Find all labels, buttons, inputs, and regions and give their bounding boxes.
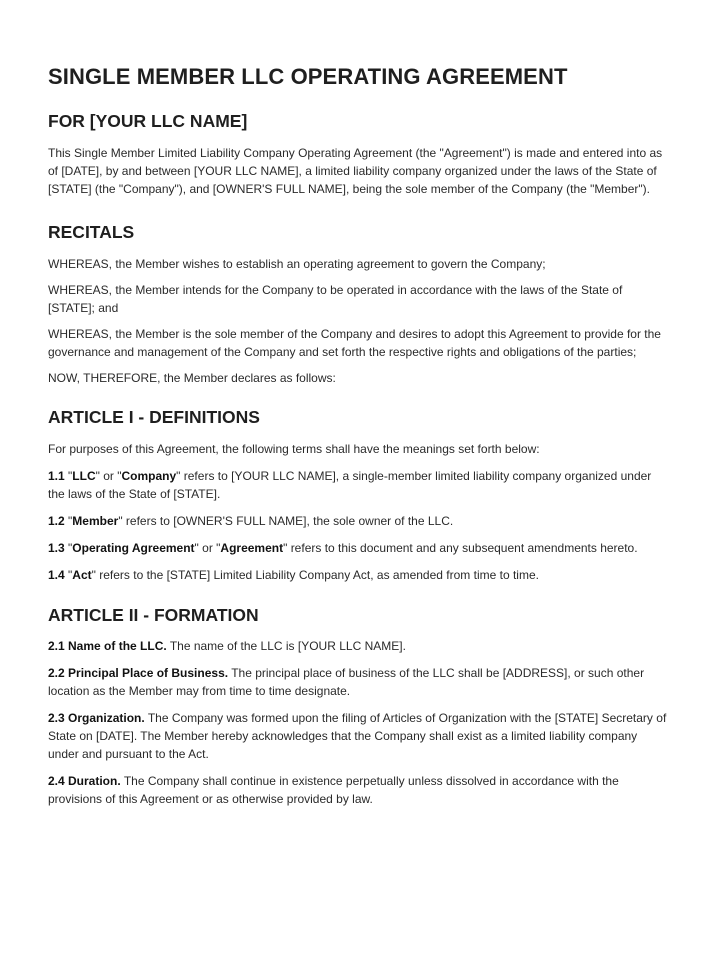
quote-mark: " — [68, 514, 73, 528]
quote-mark: " — [68, 469, 73, 483]
definition-number: 1.4 — [48, 568, 65, 582]
document-subtitle: FOR [YOUR LLC NAME] — [48, 111, 248, 131]
definition-text: " refers to this document and any subsequent amendments hereto. — [283, 541, 638, 555]
recital-paragraph: WHEREAS, the Member is the sole member of the Company and desires to adopt this Agreement to provide for the governance and management of the Company and set forth the respective rights and obligations of the parties; — [48, 327, 661, 359]
quote-connector: " or " — [194, 541, 221, 555]
quote-mark: " — [68, 568, 73, 582]
definition-number: 1.2 — [48, 514, 65, 528]
article-1-heading: ARTICLE I - DEFINITIONS — [48, 407, 260, 427]
recital-paragraph: WHEREAS, the Member wishes to establish an operating agreement to govern the Company; — [48, 257, 546, 271]
defined-term: LLC — [72, 469, 96, 483]
definition-text: " refers to the [STATE] Limited Liability Company Act, as amended from time to time. — [91, 568, 539, 582]
article-1-intro: For purposes of this Agreement, the following terms shall have the meanings set forth below: — [48, 442, 540, 456]
section-text: The Company was formed upon the filing of Articles of Organization with the [STATE] Secretary of State on [DATE]. The Member hereby acknowledges that the Company shall exist as a limited liability company under and pursuant to the Act. — [48, 711, 667, 761]
defined-term: Company — [121, 469, 177, 483]
definition-1-3 — [48, 539, 670, 557]
quote-mark: " — [68, 541, 73, 555]
definition-number: 1.3 — [48, 541, 65, 555]
section-2-1 — [48, 637, 670, 655]
definition-number: 1.1 — [48, 469, 65, 483]
defined-term: Operating Agreement — [72, 541, 195, 555]
section-label: 2.1 Name of the LLC. — [48, 639, 167, 653]
recitals-heading: RECITALS — [48, 222, 135, 242]
defined-term: Act — [72, 568, 92, 582]
defined-term: Agreement — [220, 541, 284, 555]
definition-text: " refers to [YOUR LLC NAME], a single-member limited liability company organized under the laws of the State of [STATE]. — [48, 469, 652, 501]
intro-paragraph: This Single Member Limited Liability Company Operating Agreement (the "Agreement") is made and entered into as of [DATE], by and between [YOUR LLC NAME], a limited liability company organized under the laws of the State of [STATE] (the "Company"), and [OWNER'S FULL NAME], being the sole member of the Company (the "Member"). — [48, 146, 663, 196]
quote-connector: " or " — [95, 469, 122, 483]
section-2-3 — [48, 709, 670, 763]
document-title: SINGLE MEMBER LLC OPERATING AGREEMENT — [48, 64, 568, 89]
definition-1-1 — [48, 467, 670, 503]
recital-paragraph: WHEREAS, the Member intends for the Company to be operated in accordance with the laws of the State of [STATE]; and — [48, 283, 623, 315]
section-2-4 — [48, 772, 670, 808]
definition-1-4 — [48, 566, 670, 584]
defined-term: Member — [72, 514, 119, 528]
section-2-2 — [48, 664, 670, 700]
definition-1-2 — [48, 512, 670, 530]
section-text: The principal place of business of the LLC shall be [ADDRESS], or such other location as the Member may from time to time designate. — [48, 666, 645, 698]
section-label: 2.4 Duration. — [48, 774, 121, 788]
section-label: 2.3 Organization. — [48, 711, 145, 725]
section-label: 2.2 Principal Place of Business. — [48, 666, 229, 680]
section-text: The Company shall continue in existence perpetually unless dissolved in accordance with the provisions of this Agreement or as otherwise provided by law. — [48, 774, 619, 806]
section-text: The name of the LLC is [YOUR LLC NAME]. — [169, 639, 406, 653]
definition-text: " refers to [OWNER'S FULL NAME], the sole owner of the LLC. — [118, 514, 454, 528]
article-2-heading: ARTICLE II - FORMATION — [48, 605, 259, 625]
recital-paragraph: NOW, THEREFORE, the Member declares as follows: — [48, 371, 336, 385]
